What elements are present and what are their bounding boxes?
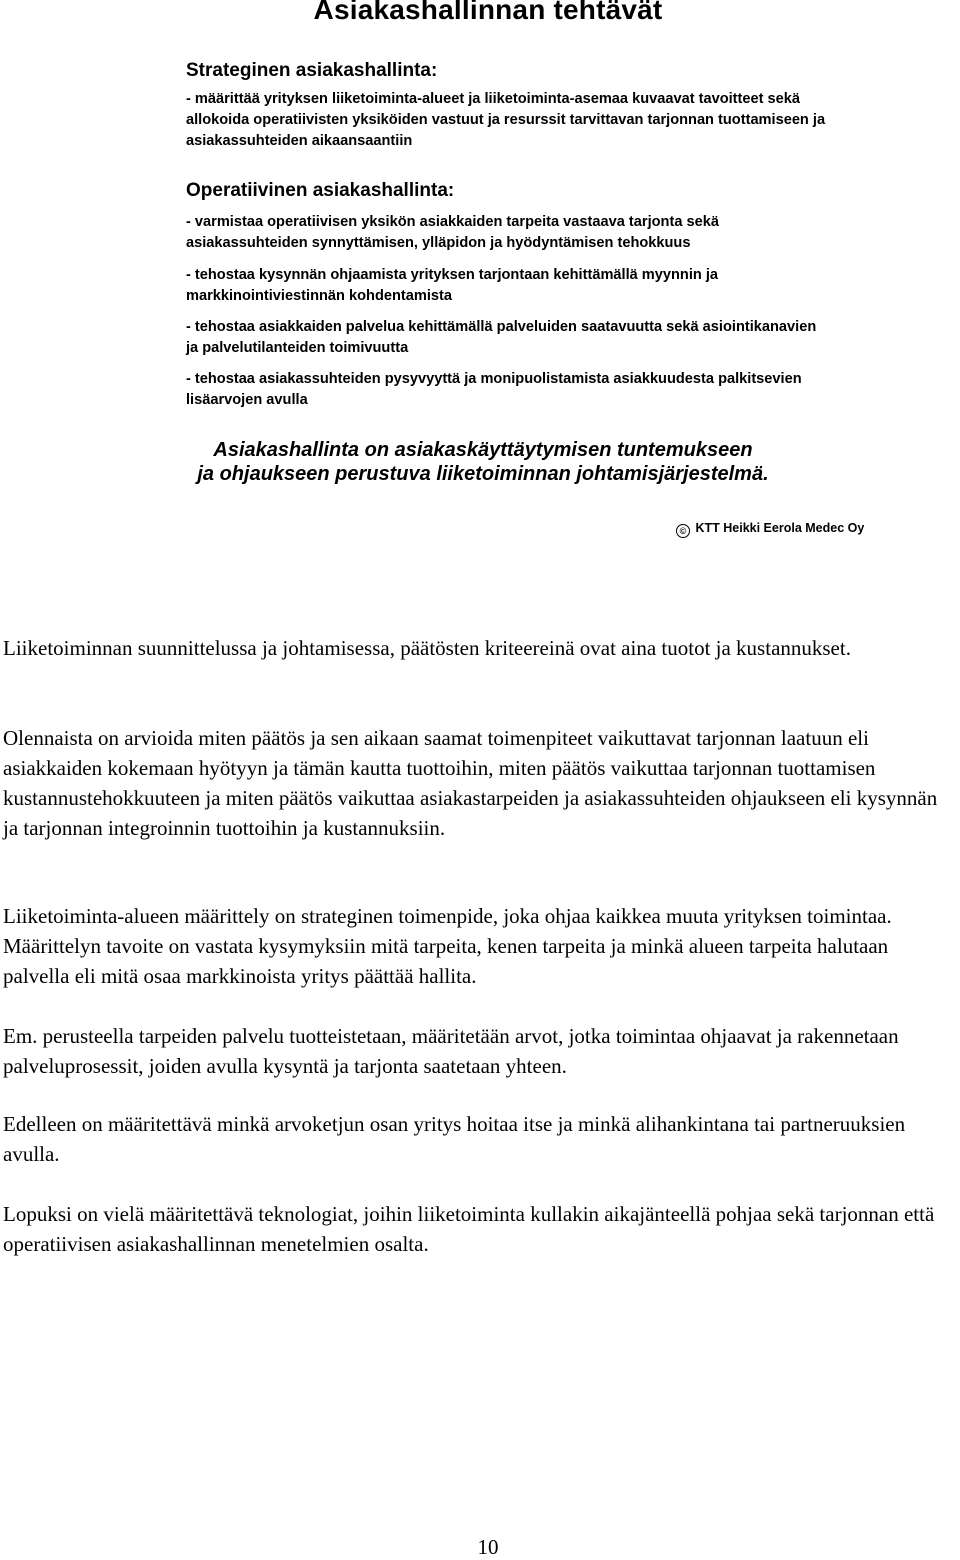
body-paragraph-6: Lopuksi on vielä määritettävä teknologiat, joihin liiketoiminta kullakin aikajänteellä pohjaa sekä tarjonnan että operatiivisen asiakashallinnan menetelmien osalta. — [3, 1202, 935, 1256]
strategic-bullet: - määrittää yrityksen liiketoiminta-alueet ja liiketoiminta-asemaa kuvaavat tavoitteet sekä allokoida operatiivisten yksiköiden vastuut ja resurssit tarvittavan tarjonnan tuottamiseen ja asiakassuhteiden aikaansaantiin — [186, 91, 826, 149]
body-paragraph-2: Olennaista on arvioida miten päätös ja sen aikaan saamat toimenpiteet vaikuttavat tarjonnan laatuun eli asiakkaiden kokemaan hyötyyn ja tämän kautta tuottoihin, miten päätös vaikuttaa tarjonnan tuottamisen kustannustehokkuuteen ja miten päätös vaikuttaa asiakastarpeiden ja asiakassuhteiden ohjaukseen eli kysynnän ja tarjonnan integroinnin tuottoihin ja kustannuksiin. — [3, 726, 938, 840]
operative-bullet-1: - varmistaa operatiivisen yksikön asiakkaiden tarpeita vastaava tarjonta sekä asiakassuhteiden synnyttämisen, ylläpidon ja hyödyntämisen tehokkuus — [186, 214, 719, 251]
body-paragraph-1: Liiketoiminnan suunnittelussa ja johtamisessa, päätösten kriteereinä ovat aina tuotot ja kustannukset. — [3, 636, 851, 660]
copyright-notice — [676, 521, 864, 538]
operative-bullet-4: - tehostaa asiakassuhteiden pysyvyyttä ja monipuolistamista asiakkuudesta palkitsevien lisäarvojen avulla — [186, 371, 802, 408]
slide-title: Asiakashallinnan tehtävät — [313, 0, 663, 25]
copyright-icon: © — [676, 524, 690, 538]
copyright-text: KTT Heikki Eerola Medec Oy — [695, 521, 865, 535]
body-paragraph-4: Em. perusteella tarpeiden palvelu tuotteistetaan, määritetään arvot, jotka toimintaa ohjaavat ja rakennetaan palveluprosessit, joiden avulla kysyntä ja tarjonta saatetaan yhteen. — [3, 1024, 899, 1078]
operative-bullet-2: - tehostaa kysynnän ohjaamista yrityksen tarjontaan kehittämällä myynnin ja markkinointiviestinnän kohdentamista — [186, 267, 719, 304]
operative-bullet-3: - tehostaa asiakkaiden palvelua kehittämällä palveluiden saatavuutta sekä asiointikanavien ja palvelutilanteiden toimivuutta — [186, 319, 817, 356]
slide-tagline — [0, 438, 960, 486]
operative-heading: Operatiivinen asiakashallinta: — [186, 180, 455, 201]
page-number: 10 — [477, 1535, 499, 1559]
strategic-heading: Strateginen asiakashallinta: — [186, 60, 438, 81]
tagline-line-2: ja ohjaukseen perustuva liiketoiminnan johtamisjärjestelmä. — [197, 463, 769, 485]
body-paragraph-3: Liiketoiminta-alueen määrittely on strateginen toimenpide, joka ohjaa kaikkea muuta yrityksen toimintaa. Määrittelyn tavoite on vastata kysymyksiin mitä tarpeita, kenen tarpeita ja minkä alueen tarpeita halutaan palvella eli mitä osaa markkinoista yritys päättää hallita. — [3, 904, 892, 988]
body-paragraph-5: Edelleen on määritettävä minkä arvoketjun osan yritys hoitaa itse ja minkä alihankintana tai partneruuksien avulla. — [3, 1112, 906, 1166]
tagline-line-1: Asiakashallinta on asiakaskäyttäytymisen tuntemukseen — [213, 439, 753, 461]
